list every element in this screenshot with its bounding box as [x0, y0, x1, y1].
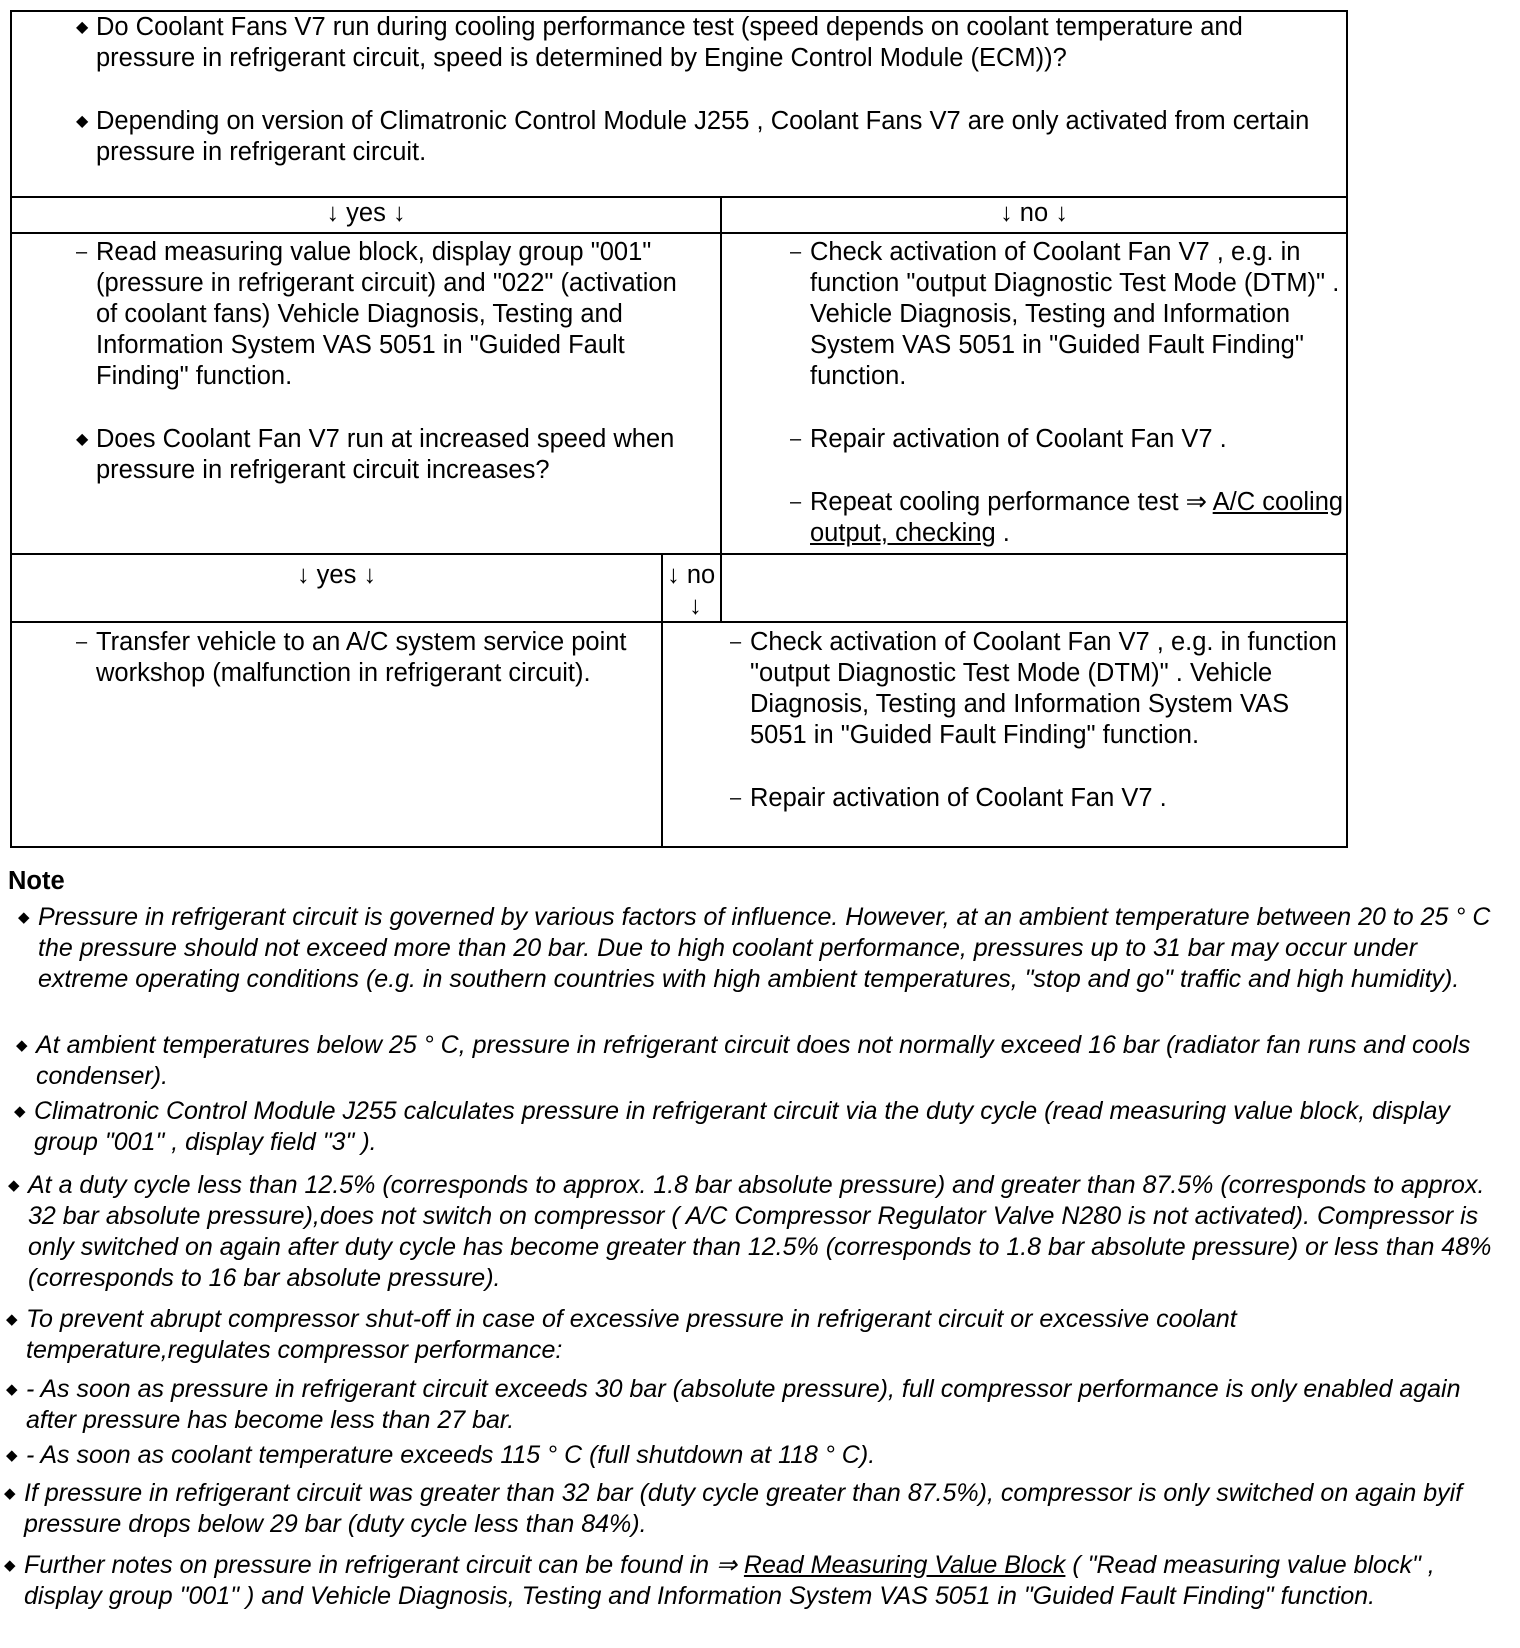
- note-text: At a duty cycle less than 12.5% (corresponds to approx. 1.8 bar absolute pressure) and greater than 87.5% (corresponds to approx. 32 bar absolute pressure),does not switch on compressor ( A/C Compressor Regulator Valve N280 is not activated). Compressor is only switched on again after duty cycle has become greater than 12.5% (corresponds to 1.8 bar absolute pressure) or less than 48% (corresponds to 16 bar absolute pressure).: [28, 1171, 1492, 1292]
- note-item: [18, 902, 1508, 995]
- yes-label: ↓ yes ↓: [326, 199, 406, 227]
- diamond-bullet-icon: ◆: [14, 1103, 26, 1120]
- diamond-bullet-icon: ◆: [76, 113, 89, 130]
- row-divider: [10, 232, 1348, 234]
- column-divider: [661, 553, 663, 848]
- list-item: [76, 106, 1338, 168]
- remark-text: Depending on version of Climatronic Control Module J255 , Coolant Fans V7 are only activated from certain pressure in refrigerant circuit.: [96, 107, 1310, 166]
- no-branch-cell: [790, 237, 1346, 549]
- note-text: To prevent abrupt compressor shut-off in case of excessive pressure in refrigerant circuit or excessive coolant temperature,regulates compressor performance:: [26, 1305, 1237, 1364]
- diamond-bullet-icon: ◆: [76, 431, 89, 448]
- note-item: [14, 1096, 1474, 1158]
- no-label: [667, 560, 721, 622]
- yes-label: ↓ yes ↓: [296, 561, 377, 589]
- diamond-bullet-icon: ◆: [4, 1485, 16, 1502]
- diamond-bullet-icon: ◆: [6, 1381, 18, 1398]
- note-item: [8, 1170, 1508, 1294]
- list-item: [790, 237, 1346, 392]
- diamond-bullet-icon: ◆: [18, 909, 30, 926]
- dash-bullet-icon: –: [730, 787, 742, 809]
- step-text: Repair activation of Coolant Fan V7 .: [750, 784, 1167, 812]
- note-text-suffix: ( "Read measuring value block" , display group "001" ) and Vehicle Diagnosis, Testing and Information System VAS 5051 in "Guided Fault Finding" function.: [24, 1551, 1435, 1610]
- step-text: Transfer vehicle to an A/C system service point workshop (malfunction in refrigerant circuit).: [96, 628, 627, 687]
- dash-bullet-icon: –: [790, 241, 802, 263]
- note-text: Climatronic Control Module J255 calculates pressure in refrigerant circuit via the duty cycle (read measuring value block, display group "001" , display field "3" ).: [34, 1097, 1450, 1156]
- dash-bullet-icon: –: [730, 631, 742, 653]
- step-text: Read measuring value block, display group "001" (pressure in refrigerant circuit) and "022" (activation of coolant fans) Vehicle Diagnosis, Testing and Information System VAS 5051 in "Guided Fault Finding" function.: [96, 238, 677, 390]
- step-text: Repair activation of Coolant Fan V7 .: [810, 425, 1227, 453]
- diamond-bullet-icon: ◆: [6, 1311, 18, 1328]
- note-text-prefix: Further notes on pressure in refrigerant circuit can be found in ⇒: [24, 1551, 744, 1579]
- note-item: [4, 1550, 1494, 1612]
- read-measuring-value-block-link[interactable]: Read Measuring Value Block: [743, 1551, 1066, 1579]
- step-text: Check activation of Coolant Fan V7 , e.g. in function "output Diagnostic Test Mode (DTM)" . Vehicle Diagnosis, Testing and Information System VAS 5051 in "Guided Fault Finding" function.: [750, 628, 1337, 749]
- list-item: [76, 424, 696, 486]
- list-item: [76, 12, 1338, 74]
- yes-branch-cell: [76, 627, 656, 689]
- note-text: - As soon as pressure in refrigerant circuit exceeds 30 bar (absolute pressure), full compressor performance is only enabled again after pressure has become less than 27 bar.: [26, 1375, 1461, 1434]
- list-item: [790, 424, 1346, 455]
- top-question-cell: [76, 12, 1338, 168]
- no-branch-cell: [730, 627, 1340, 814]
- row-divider: [10, 553, 1348, 555]
- dash-bullet-icon: –: [76, 241, 88, 263]
- list-item: [790, 487, 1346, 549]
- no-label-bottom: ↓: [689, 592, 702, 620]
- note-item: [4, 1478, 1508, 1540]
- dash-bullet-icon: –: [790, 428, 802, 450]
- step-text-suffix: .: [995, 519, 1010, 547]
- ac-cooling-output-link[interactable]: A/C cooling output, checking: [810, 488, 1344, 547]
- diamond-bullet-icon: ◆: [8, 1177, 20, 1194]
- step-text-prefix: Repeat cooling performance test ⇒: [810, 488, 1213, 516]
- question-text: Does Coolant Fan V7 run at increased speed when pressure in refrigerant circuit increases?: [96, 425, 675, 484]
- note-text: Pressure in refrigerant circuit is governed by various factors of influence. However, at an ambient temperature between 20 to 25 ° C the pressure should not exceed more than 20 bar. Due to high coolant performance, pressures up to 31 bar may occur under extreme operating conditions (e.g. in southern countries with high ambient temperatures, "stop and go" traffic and high humidity).: [38, 903, 1491, 993]
- note-item: [6, 1304, 1446, 1366]
- list-item: [730, 783, 1340, 814]
- diamond-bullet-icon: ◆: [6, 1447, 18, 1464]
- note-text: At ambient temperatures below 25 ° C, pressure in refrigerant circuit does not normally exceed 16 bar (radiator fan runs and cools condenser).: [36, 1031, 1471, 1090]
- list-item: [730, 627, 1340, 751]
- dash-bullet-icon: –: [76, 631, 88, 653]
- note-item: [6, 1374, 1486, 1436]
- note-text: - As soon as coolant temperature exceeds 115 ° C (full shutdown at 118 ° C).: [26, 1441, 876, 1469]
- note-item: [16, 1030, 1508, 1092]
- yes-branch-cell: [76, 237, 696, 486]
- note-item: [6, 1440, 1486, 1471]
- column-divider: [720, 196, 722, 555]
- step-text: Check activation of Coolant Fan V7 , e.g. in function "output Diagnostic Test Mode (DTM)" . Vehicle Diagnosis, Testing and Information System VAS 5051 in "Guided Fault Finding" function.: [810, 238, 1340, 390]
- dash-bullet-icon: –: [790, 491, 802, 513]
- diamond-bullet-icon: ◆: [4, 1557, 16, 1574]
- no-label-top: ↓ no: [667, 561, 716, 589]
- note-text: If pressure in refrigerant circuit was greater than 32 bar (duty cycle greater than 87.5%), compressor is only switched on again byif pressure drops below 29 bar (duty cycle less than 84%).: [24, 1479, 1463, 1538]
- no-label: ↓ no ↓: [999, 199, 1069, 227]
- list-item: [76, 237, 696, 392]
- diamond-bullet-icon: ◆: [16, 1037, 28, 1054]
- list-item: [76, 627, 656, 689]
- question-text: Do Coolant Fans V7 run during cooling performance test (speed depends on coolant temperature and pressure in refrigerant circuit, speed is determined by Engine Control Module (ECM))?: [96, 13, 1243, 72]
- note-title: Note: [8, 867, 65, 895]
- diamond-bullet-icon: ◆: [76, 19, 89, 36]
